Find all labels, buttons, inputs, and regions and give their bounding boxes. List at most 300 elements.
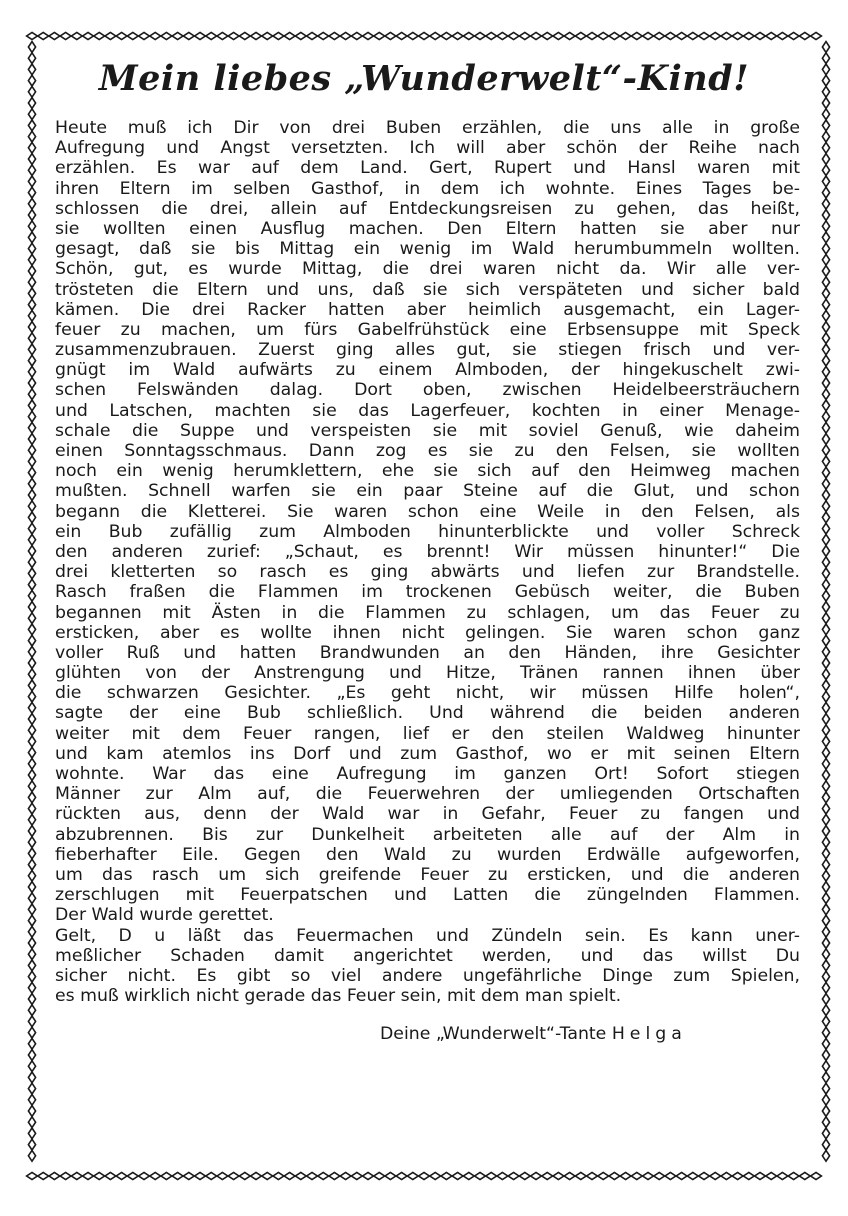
border-diamond <box>598 32 609 39</box>
border-diamond <box>822 1061 829 1072</box>
border-diamond <box>251 1172 262 1179</box>
text-line: mußten. Schnell warfen sie ein paar Steine auf die Glut, und schon <box>55 481 800 502</box>
border-diamond <box>28 344 35 355</box>
border-diamond <box>206 32 217 39</box>
border-diamond <box>631 32 642 39</box>
text-line: und Latschen, machten sie das Lagerfeuer, kochten in einer Menage- <box>55 400 800 421</box>
border-diamond <box>475 1172 486 1179</box>
border-diamond <box>195 32 206 39</box>
border-diamond <box>732 32 743 39</box>
border-diamond <box>788 1172 799 1179</box>
border-diamond <box>822 75 829 86</box>
border-diamond <box>822 725 829 736</box>
border-diamond <box>28 915 35 926</box>
border-diamond <box>486 32 497 39</box>
border-diamond <box>822 98 829 109</box>
border-diamond <box>811 32 822 39</box>
border-diamond <box>407 32 418 39</box>
border-diamond <box>822 758 829 769</box>
border-diamond <box>822 949 829 960</box>
border-diamond <box>822 176 829 187</box>
border-diamond <box>28 758 35 769</box>
border-diamond <box>28 210 35 221</box>
border-diamond <box>28 646 35 657</box>
text-line: Der Wald wurde gerettet. <box>55 905 274 926</box>
border-diamond <box>28 254 35 265</box>
border-diamond <box>822 64 829 75</box>
border-diamond <box>822 400 829 411</box>
border-diamond <box>28 568 35 579</box>
border-diamond <box>28 747 35 758</box>
border-diamond <box>822 422 829 433</box>
border-diamond <box>28 512 35 523</box>
border-diamond <box>60 1172 71 1179</box>
border-diamond <box>699 32 710 39</box>
border-diamond <box>71 32 82 39</box>
border-diamond <box>710 1172 721 1179</box>
border-diamond <box>676 32 687 39</box>
border-diamond <box>28 154 35 165</box>
border-diamond <box>183 32 194 39</box>
border-diamond <box>28 1016 35 1027</box>
border-diamond <box>811 1172 822 1179</box>
border-diamond <box>822 814 829 825</box>
border-diamond <box>598 1172 609 1179</box>
border-diamond <box>28 1128 35 1139</box>
border-diamond <box>217 32 228 39</box>
border-diamond <box>28 1038 35 1049</box>
border-diamond <box>127 1172 138 1179</box>
border-diamond <box>206 1172 217 1179</box>
border-diamond <box>28 904 35 915</box>
border-diamond <box>721 32 732 39</box>
border-diamond <box>822 120 829 131</box>
text-line: trösteten die Eltern und uns, daß sie sich verspäteten und sicher bald <box>55 279 800 300</box>
border-diamond <box>822 142 829 153</box>
border-diamond <box>766 1172 777 1179</box>
border-diamond <box>396 32 407 39</box>
border-diamond <box>284 32 295 39</box>
signature-name: Helga <box>611 1024 687 1044</box>
border-diamond <box>105 32 116 39</box>
border-diamond <box>239 32 250 39</box>
border-diamond <box>822 803 829 814</box>
border-diamond <box>822 1106 829 1117</box>
border-diamond <box>553 1172 564 1179</box>
border-diamond <box>822 389 829 400</box>
border-diamond <box>822 624 829 635</box>
border-diamond <box>217 1172 228 1179</box>
border-diamond <box>385 32 396 39</box>
border-diamond <box>822 557 829 568</box>
border-diamond <box>28 142 35 153</box>
border-diamond <box>822 702 829 713</box>
border-diamond <box>385 1172 396 1179</box>
border-diamond <box>71 1172 82 1179</box>
border-diamond <box>822 1072 829 1083</box>
border-diamond <box>620 32 631 39</box>
border-diamond <box>28 826 35 837</box>
border-diamond <box>822 870 829 881</box>
border-diamond <box>28 1027 35 1038</box>
text-line: sicher nicht. Es gibt so viel andere ungefährliche Dinge zum Spielen, <box>55 965 800 986</box>
border-diamond <box>28 490 35 501</box>
border-diamond <box>127 32 138 39</box>
text-line: erzählen. Es war auf dem Land. Gert, Rupert und Hansl waren mit <box>55 158 800 179</box>
border-diamond <box>822 198 829 209</box>
border-diamond <box>822 154 829 165</box>
border-diamond <box>295 1172 306 1179</box>
border-diamond <box>486 1172 497 1179</box>
border-diamond <box>799 32 810 39</box>
border-diamond <box>28 714 35 725</box>
border-diamond <box>396 1172 407 1179</box>
border-diamond <box>822 344 829 355</box>
border-diamond <box>822 165 829 176</box>
border-diamond <box>28 501 35 512</box>
border-diamond <box>822 109 829 120</box>
border-diamond <box>28 187 35 198</box>
border-diamond <box>822 770 829 781</box>
border-diamond <box>822 568 829 579</box>
signature <box>380 1024 780 1044</box>
border-diamond <box>105 1172 116 1179</box>
border-diamond <box>643 32 654 39</box>
border-diamond <box>28 725 35 736</box>
border-diamond <box>452 1172 463 1179</box>
border-diamond <box>822 590 829 601</box>
border-diamond <box>822 445 829 456</box>
text-line: abzubrennen. Bis zur Dunkelheit arbeiteten alle auf der Alm in <box>55 824 800 845</box>
border-diamond <box>28 109 35 120</box>
border-diamond <box>363 1172 374 1179</box>
border-diamond <box>407 1172 418 1179</box>
border-diamond <box>28 131 35 142</box>
border-diamond <box>822 366 829 377</box>
border-diamond <box>822 232 829 243</box>
border-diamond <box>340 1172 351 1179</box>
text-line: ersticken, aber es wollte ihnen nicht gelingen. Sie waren schon ganz <box>55 622 800 643</box>
text-line: gnügt im Wald aufwärts zu einem Almboden, der hingekuschelt zwi- <box>55 360 800 381</box>
border-diamond <box>161 32 172 39</box>
border-diamond <box>822 534 829 545</box>
text-line: Schön, gut, es wurde Mittag, die drei waren nicht da. Wir alle ver- <box>55 259 800 280</box>
border-diamond <box>822 792 829 803</box>
border-diamond <box>28 221 35 232</box>
border-diamond <box>822 613 829 624</box>
border-diamond <box>28 333 35 344</box>
border-diamond <box>587 1172 598 1179</box>
border-diamond <box>28 456 35 467</box>
signature-prefix: Deine „Wunderwelt“-Tante <box>380 1024 612 1044</box>
border-diamond <box>822 478 829 489</box>
border-diamond <box>475 32 486 39</box>
border-diamond <box>822 221 829 232</box>
border-diamond <box>822 658 829 669</box>
border-diamond <box>116 32 127 39</box>
border-diamond <box>28 98 35 109</box>
border-diamond <box>28 590 35 601</box>
border-diamond <box>172 32 183 39</box>
border-diamond <box>553 32 564 39</box>
border-diamond <box>28 848 35 859</box>
border-diamond <box>28 1139 35 1150</box>
border-diamond <box>822 826 829 837</box>
border-diamond <box>822 915 829 926</box>
border-diamond <box>28 400 35 411</box>
border-diamond <box>463 32 474 39</box>
border-diamond <box>351 32 362 39</box>
text-line: fieberhafter Eile. Gegen den Wald zu wurden Erdwälle aufgeworfen, <box>55 844 800 865</box>
border-diamond <box>822 501 829 512</box>
border-diamond <box>28 893 35 904</box>
border-diamond <box>654 1172 665 1179</box>
border-diamond <box>575 32 586 39</box>
border-diamond <box>28 971 35 982</box>
border-diamond <box>273 1172 284 1179</box>
border-diamond <box>822 277 829 288</box>
border-diamond <box>28 243 35 254</box>
text-line: glühten von der Anstrengung und Hitze, Tränen rannen ihnen über <box>55 663 800 684</box>
border-diamond <box>743 32 754 39</box>
border-diamond <box>799 1172 810 1179</box>
border-diamond <box>822 523 829 534</box>
border-diamond <box>28 1117 35 1128</box>
border-diamond <box>28 42 35 53</box>
border-diamond <box>28 1106 35 1117</box>
border-diamond <box>228 1172 239 1179</box>
border-diamond <box>28 534 35 545</box>
border-diamond <box>822 736 829 747</box>
text-line: zerschlugen mit Feuerpatschen und Latten die züngelnden Flammen. <box>55 885 800 906</box>
border-diamond <box>822 781 829 792</box>
border-diamond <box>587 32 598 39</box>
border-diamond <box>419 32 430 39</box>
letter-body <box>55 118 800 1006</box>
border-diamond <box>28 266 35 277</box>
border-diamond <box>38 32 49 39</box>
border-diamond <box>508 32 519 39</box>
text-line: schlossen die drei, allein auf Entdeckungsreisen zu gehen, das heißt, <box>55 198 800 219</box>
border-diamond <box>441 1172 452 1179</box>
border-diamond <box>28 658 35 669</box>
border-diamond <box>452 32 463 39</box>
border-diamond <box>28 322 35 333</box>
border-diamond <box>28 613 35 624</box>
border-diamond <box>822 490 829 501</box>
border-diamond <box>822 938 829 949</box>
border-diamond <box>28 366 35 377</box>
border-diamond <box>743 1172 754 1179</box>
border-diamond <box>822 1038 829 1049</box>
text-line: es muß wirklich nicht gerade das Feuer sein, mit dem man spielt. <box>55 986 622 1007</box>
text-line: gesagt, daß sie bis Mittag ein wenig im Wald herumbummeln wollten. <box>55 239 800 260</box>
text-line: und kam atemlos ins Dorf und zum Gasthof, wo er mit seinen Eltern <box>55 743 800 764</box>
text-line: weiter mit dem Feuer rangen, lief er den steilen Waldweg hinunter <box>55 723 800 744</box>
text-line: begann die Kletterei. Sie waren schon eine Weile in den Felsen, als <box>55 501 800 522</box>
border-diamond <box>251 32 262 39</box>
border-diamond <box>508 1172 519 1179</box>
border-diamond <box>497 32 508 39</box>
text-line: Heute muß ich Dir von drei Buben erzählen, die uns alle in große <box>55 118 800 138</box>
border-diamond <box>329 32 340 39</box>
border-diamond <box>28 781 35 792</box>
border-diamond <box>28 1050 35 1061</box>
border-diamond <box>822 1117 829 1128</box>
border-diamond <box>28 232 35 243</box>
border-diamond <box>822 333 829 344</box>
border-diamond <box>28 792 35 803</box>
text-line: noch ein wenig herumklettern, ehe sie sich auf den Heimweg machen <box>55 461 800 482</box>
border-diamond <box>519 32 530 39</box>
border-diamond <box>609 32 620 39</box>
border-diamond <box>329 1172 340 1179</box>
border-diamond <box>822 669 829 680</box>
border-diamond <box>28 602 35 613</box>
border-diamond <box>822 546 829 557</box>
text-line: begannen mit Ästen in die Flammen zu schlagen, um das Feuer zu <box>55 602 800 623</box>
border-diamond <box>822 1005 829 1016</box>
text-line: die schwarzen Gesichter. „Es geht nicht, wir müssen Hilfe holen“, <box>55 683 800 704</box>
border-diamond <box>28 837 35 848</box>
border-diamond <box>374 32 385 39</box>
border-diamond <box>777 1172 788 1179</box>
border-diamond <box>699 1172 710 1179</box>
border-diamond <box>273 32 284 39</box>
border-diamond <box>687 1172 698 1179</box>
border-diamond <box>28 702 35 713</box>
border-diamond <box>28 1150 35 1161</box>
border-diamond <box>822 1027 829 1038</box>
border-diamond <box>822 1050 829 1061</box>
border-diamond <box>822 994 829 1005</box>
border-diamond <box>822 187 829 198</box>
border-diamond <box>28 736 35 747</box>
border-diamond <box>28 546 35 557</box>
border-diamond <box>28 882 35 893</box>
text-line: Gelt, D u läßt das Feuermachen und Zündeln sein. Es kann uner- <box>55 925 800 946</box>
border-diamond <box>822 299 829 310</box>
border-diamond <box>27 32 38 39</box>
border-diamond <box>755 32 766 39</box>
border-diamond <box>542 32 553 39</box>
border-diamond <box>542 1172 553 1179</box>
border-diamond <box>676 1172 687 1179</box>
border-diamond <box>519 1172 530 1179</box>
border-diamond <box>430 32 441 39</box>
border-diamond <box>463 1172 474 1179</box>
border-diamond <box>28 310 35 321</box>
border-diamond <box>28 994 35 1005</box>
border-diamond <box>28 982 35 993</box>
border-diamond <box>295 32 306 39</box>
border-diamond <box>822 322 829 333</box>
border-diamond <box>822 355 829 366</box>
border-diamond <box>822 53 829 64</box>
border-diamond <box>307 1172 318 1179</box>
border-diamond <box>28 120 35 131</box>
text-line: drei kletterten so rasch es ging abwärts und liefen zur Brandstelle. <box>55 562 800 583</box>
border-diamond <box>28 691 35 702</box>
border-diamond <box>822 680 829 691</box>
border-diamond <box>28 960 35 971</box>
border-diamond <box>28 938 35 949</box>
border-diamond <box>822 960 829 971</box>
border-diamond <box>665 1172 676 1179</box>
text-line: rückten aus, denn der Wald war in Gefahr, Feuer zu fangen und <box>55 804 800 825</box>
border-diamond <box>28 198 35 209</box>
text-line: meßlicher Schaden damit angerichtet werden, und das willst Du <box>55 945 800 966</box>
border-diamond <box>28 870 35 881</box>
border-diamond <box>239 1172 250 1179</box>
border-diamond <box>38 1172 49 1179</box>
text-line: sie wollten einen Ausflug machen. Den Eltern hatten sie aber nur <box>55 218 800 239</box>
border-diamond <box>28 176 35 187</box>
text-line: wohnte. War das eine Aufregung im ganzen Ort! Sofort stiegen <box>55 764 800 784</box>
border-diamond <box>822 210 829 221</box>
border-diamond <box>28 422 35 433</box>
border-diamond <box>822 86 829 97</box>
text-line: kämen. Die drei Racker hatten aber heimlich ausgemacht, ein Lager- <box>55 299 800 320</box>
border-diamond <box>609 1172 620 1179</box>
border-diamond <box>822 837 829 848</box>
border-diamond <box>28 579 35 590</box>
border-diamond <box>822 288 829 299</box>
border-diamond <box>788 32 799 39</box>
border-diamond <box>822 131 829 142</box>
text-line: feuer zu machen, um fürs Gabelfrühstück eine Erbsensuppe mit Speck <box>55 319 800 340</box>
border-diamond <box>28 859 35 870</box>
border-diamond <box>60 32 71 39</box>
border-diamond <box>28 669 35 680</box>
border-diamond <box>575 1172 586 1179</box>
border-diamond <box>116 1172 127 1179</box>
border-diamond <box>183 1172 194 1179</box>
letter-title: Mein liebes „Wunderwelt“-Kind! <box>98 58 750 99</box>
border-diamond <box>822 859 829 870</box>
border-diamond <box>28 1072 35 1083</box>
border-diamond <box>564 32 575 39</box>
border-diamond <box>822 378 829 389</box>
border-diamond <box>139 1172 150 1179</box>
border-diamond <box>441 32 452 39</box>
border-diamond <box>766 32 777 39</box>
border-diamond <box>531 1172 542 1179</box>
border-diamond <box>822 926 829 937</box>
border-diamond <box>28 926 35 937</box>
border-diamond <box>822 971 829 982</box>
border-diamond <box>564 1172 575 1179</box>
text-line: den anderen zurief: „Schaut, es brennt! Wir müssen hinunter!“ Die <box>55 541 800 562</box>
border-diamond <box>262 1172 273 1179</box>
border-diamond <box>419 1172 430 1179</box>
border-diamond <box>822 1083 829 1094</box>
text-line: um das rasch um sich greifende Feuer zu ersticken, und die anderen <box>55 864 800 885</box>
border-diamond <box>94 32 105 39</box>
border-diamond <box>822 1094 829 1105</box>
border-diamond <box>777 32 788 39</box>
border-diamond <box>822 714 829 725</box>
border-diamond <box>822 512 829 523</box>
border-diamond <box>497 1172 508 1179</box>
border-diamond <box>28 445 35 456</box>
border-diamond <box>83 1172 94 1179</box>
border-diamond <box>28 378 35 389</box>
border-diamond <box>822 266 829 277</box>
border-diamond <box>822 434 829 445</box>
border-diamond <box>665 32 676 39</box>
border-diamond <box>822 579 829 590</box>
